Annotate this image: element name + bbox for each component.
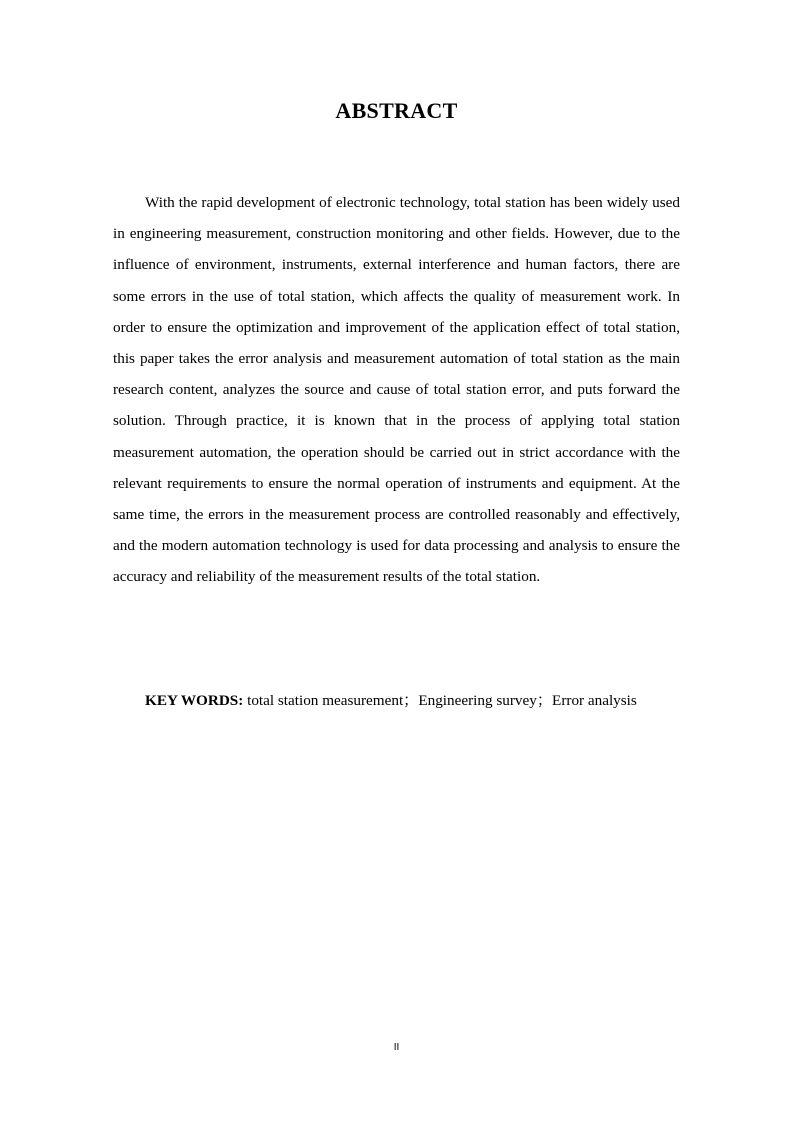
abstract-body-text: With the rapid development of electronic technology, total station has been widely used in engineering measurement, construction monitoring and other fields. However, due to the influence of environment, instruments, external interference and human factors, there are some errors in the use of total station, which affects the quality of measurement work. In order to ensure the optimization and improvement of the application effect of total station, this paper takes the error analysis and measurement automation of total station as the main research content, analyzes the source and cause of total station error, and puts forward the solution. Through practice, it is known that in the process of applying total station measurement automation, the operation should be carried out in strict accordance with the relevant requirements to ensure the normal operation of instruments and equipment. At the same time, the errors in the measurement process are controlled reasonably and effectively, and the modern automation technology is used for data processing and analysis to ensure the accuracy and reliability of the measurement results of the total station.	[113, 194, 680, 586]
abstract-title: ABSTRACT	[335, 98, 458, 123]
keywords-line	[145, 686, 705, 716]
keywords-values: total station measurement；Engineering survey；Error analysis	[247, 692, 637, 709]
page-number: II	[393, 1042, 400, 1053]
keywords-label: KEY WORDS:	[145, 692, 248, 709]
